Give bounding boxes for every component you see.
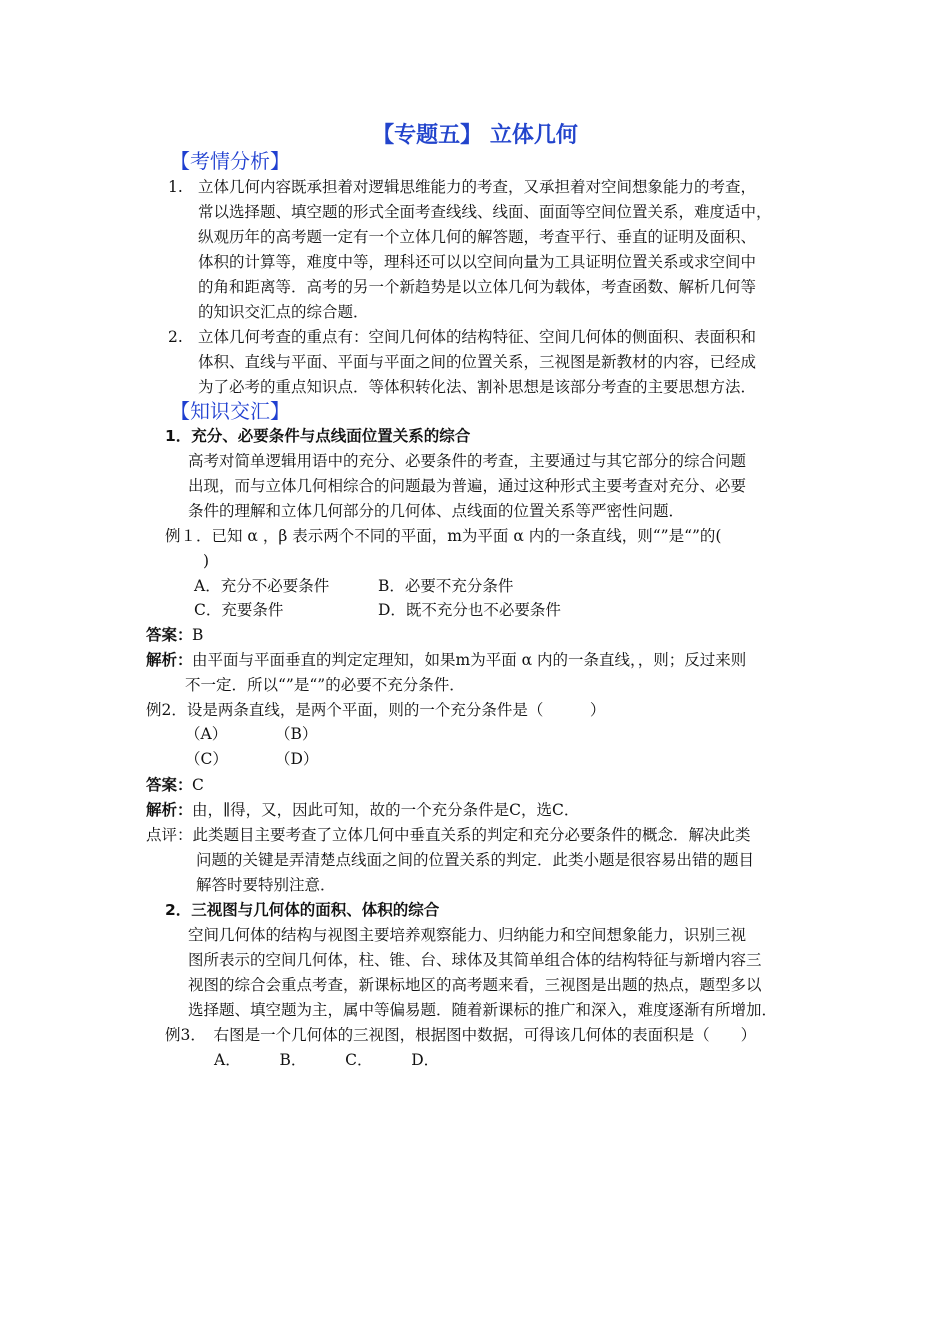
analysis-text: 不一定．所以“”是“”的必要不充分条件． bbox=[185, 676, 465, 694]
paragraph-line: 体积的计算等，难度中等，理科还可以以空间向量为工具证明位置关系或求空间中 bbox=[198, 253, 757, 271]
paragraph-line: 立体几何内容既承担着对逻辑思维能力的考查，又承担着对空间想象能力的考查， bbox=[198, 178, 757, 196]
paragraph-line: 高考对简单逻辑用语中的充分、必要条件的考查，主要通过与其它部分的综合问题 bbox=[188, 452, 747, 470]
item-number: 2. bbox=[168, 328, 183, 346]
paragraph-line: 图所表示的空间几何体，柱、锥、台、球体及其简单组合体的结构特征与新增内容三 bbox=[188, 951, 762, 969]
example-question-cont: ) bbox=[203, 552, 210, 570]
section-heading-analysis: 【考情分析】 bbox=[170, 149, 290, 173]
paragraph-line: 条件的理解和立体几何部分的几何体、点线面的位置关系等严密性问题． bbox=[188, 502, 685, 520]
option-b: B．必要不充分条件 bbox=[378, 577, 514, 595]
subsection-title: 2．三视图与几何体的面积、体积的综合 bbox=[165, 901, 440, 919]
paragraph-line: 立体几何考查的重点有：空间几何体的结构特征、空间几何体的侧面积、表面积和 bbox=[198, 328, 757, 346]
example-options: A． B． C． D． bbox=[214, 1051, 440, 1069]
paragraph-line: 的角和距离等．高考的另一个新趋势是以立体几何为载体，考查函数、解析几何等 bbox=[198, 278, 757, 296]
analysis-label: 解析： bbox=[146, 801, 193, 819]
answer-value: B bbox=[192, 626, 204, 644]
answer-value: C bbox=[192, 776, 204, 794]
answer-label: 答案： bbox=[146, 776, 193, 794]
option-a: （A） bbox=[185, 725, 228, 743]
analysis-text: 由，∥得，又，因此可知，故的一个充分条件是C，选C． bbox=[192, 801, 580, 819]
paragraph-line: 选择题、填空题为主，属中等偏易题．随着新课标的推广和深入，难度逐渐有所增加． bbox=[188, 1001, 778, 1019]
option-c: C．充要条件 bbox=[194, 601, 284, 619]
example-question: 例2．设是两条直线，是两个平面，则的一个充分条件是（ ） bbox=[146, 701, 606, 719]
paragraph-line: 体积、直线与平面、平面与平面之间的位置关系，三视图是新教材的内容，已经成 bbox=[198, 353, 757, 371]
paragraph-line: 视图的综合会重点考查，新课标地区的高考题来看，三视图是出题的热点，题型多以 bbox=[188, 976, 762, 994]
comment-text: 解答时要特别注意． bbox=[196, 876, 336, 894]
example-question: 例3． 右图是一个几何体的三视图，根据图中数据，可得该几何体的表面积是（ ） bbox=[165, 1026, 757, 1044]
page-title: 【专题五】 立体几何 bbox=[372, 123, 578, 148]
section-heading-knowledge: 【知识交汇】 bbox=[170, 399, 290, 423]
comment-text: 问题的关键是弄清楚点线面之间的位置关系的判定．此类小题是很容易出错的题目 bbox=[196, 851, 755, 869]
paragraph-line: 纵观历年的高考题一定有一个立体几何的解答题，考查平行、垂直的证明及面积、 bbox=[198, 228, 757, 246]
option-d: （D） bbox=[275, 750, 319, 768]
option-b: （B） bbox=[275, 725, 318, 743]
example-question: 例１．已知 α ，β 表示两个不同的平面，m为平面 α 内的一条直线，则“”是“”的( bbox=[165, 527, 722, 545]
analysis-text: 由平面与平面垂直的判定定理知，如果m为平面 α 内的一条直线，，则；反过来则 bbox=[192, 651, 747, 669]
paragraph-line: 的知识交汇点的综合题． bbox=[198, 303, 369, 321]
paragraph-line: 常以选择题、填空题的形式全面考查线线、线面、面面等空间位置关系，难度适中， bbox=[198, 203, 772, 221]
comment-text: 点评：此类题目主要考查了立体几何中垂直关系的判定和充分必要条件的概念．解决此类 bbox=[146, 826, 751, 844]
option-a: A．充分不必要条件 bbox=[194, 577, 330, 595]
analysis-label: 解析： bbox=[146, 651, 193, 669]
paragraph-line: 为了必考的重点知识点．等体积转化法、割补思想是该部分考查的主要思想方法． bbox=[198, 378, 757, 396]
paragraph-line: 出现，而与立体几何相综合的问题最为普遍，通过这种形式主要考查对充分、必要 bbox=[188, 477, 747, 495]
answer-label: 答案： bbox=[146, 626, 193, 644]
subsection-title: 1．充分、必要条件与点线面位置关系的综合 bbox=[165, 427, 471, 445]
item-number: 1. bbox=[168, 178, 183, 196]
option-d: D．既不充分也不必要条件 bbox=[378, 601, 561, 619]
option-c: （C） bbox=[185, 750, 228, 768]
paragraph-line: 空间几何体的结构与视图主要培养观察能力、归纳能力和空间想象能力，识别三视 bbox=[188, 926, 747, 944]
